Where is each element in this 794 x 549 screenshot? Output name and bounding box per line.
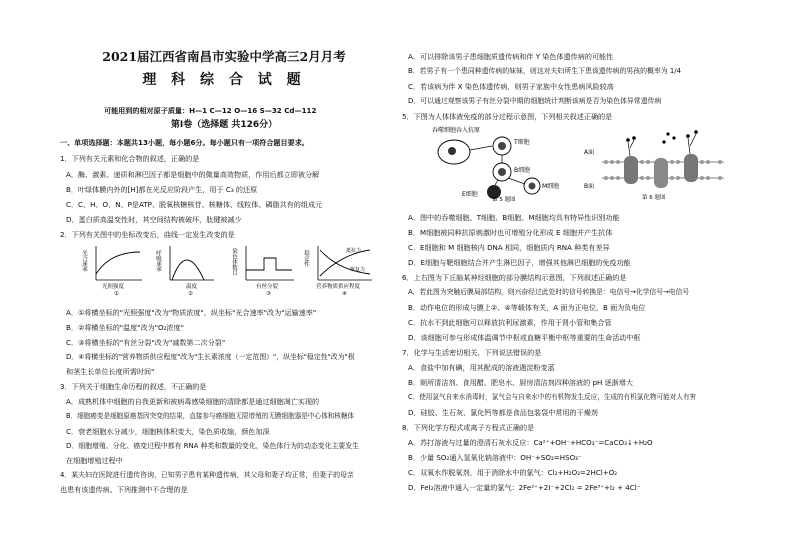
q2-stem: 2．下列有关图中的坐标改变后，曲线一定发生改变的是 bbox=[60, 230, 235, 239]
graph-1-num: ① bbox=[114, 291, 119, 297]
graph-3-num: ③ bbox=[266, 291, 271, 297]
q3-option-d-cont: 在细胞增殖过程中 bbox=[66, 456, 123, 465]
q8-stem: 8．下列化学方程式或离子方程式正确的是 bbox=[402, 423, 535, 432]
graph-1-xlabel: 光照强度 bbox=[102, 284, 125, 290]
q1-stem: 1．下列有关元素和化合物的叙述，正确的是 bbox=[60, 154, 200, 163]
q7-stem: 7．化学与生活密切相关，下列说法错误的是 bbox=[402, 348, 542, 357]
q6-option-a: A．若此图为突触后膜局部结构，则兴奋经过此处时的信号转换是：电信号→化学信号→电信号 bbox=[408, 288, 690, 296]
q4-option-c: C．若该病为伴 X 染色体遗传病，则男子家族中女性患病风险较高 bbox=[408, 82, 614, 91]
q8-option-b: B．少量 SO₂通入氢氧化钠溶液中：OH⁻+SO₂=HSO₃⁻ bbox=[408, 453, 582, 462]
q5-option-d: D．E细胞与靶细胞结合并产生淋巴因子，增强其他淋巴细胞的免疫功能 bbox=[408, 258, 631, 267]
volume-heading: 第Ⅰ卷（选择题 共126分） bbox=[170, 120, 278, 130]
q2-option-a: A．①将横坐标的"光照强度"改为"物质浓度"，纵坐标"光合速率"改为"运输速率" bbox=[66, 308, 317, 317]
q4-option-b: B．若男子有一个患同种遗传病的妹妹，则这对夫妇所生下患该遗传病的男孩的概率为 1/4 bbox=[408, 67, 681, 75]
q3-option-d: D．细胞增殖、分化、癌变过程中都有 RNA 种类和数量的变化，染色体行为的动态变化主要发生 bbox=[66, 442, 360, 450]
q2-option-d: D．④将横坐标的"营养物质供应程度"改为"生长素浓度（一定范围）"，纵坐标"稳定性"改为"根 bbox=[66, 353, 355, 361]
q2-graphs bbox=[82, 240, 382, 296]
protein-1 bbox=[624, 156, 638, 184]
q3-option-a: A．成熟机体中细胞的自我更新和被病毒感染细胞的清除都是通过细胞凋亡实现的 bbox=[66, 397, 320, 406]
graph-1-ylabel: 光合速率 bbox=[81, 250, 87, 272]
graph-3-xlabel: 有丝分裂 bbox=[256, 284, 279, 290]
q1-option-d: D．蛋白质高温变性时，其空间结构被破坏，肽键被减少 bbox=[66, 215, 242, 224]
q8-option-c: C．双氧水作脱氧剂，用于消除水中的氯气：Cl₂+H₂O₂=2HCl+O₂ bbox=[408, 468, 618, 477]
exam-title: 2021届江西省南昌市实验中学高三2月月考 bbox=[102, 49, 346, 64]
q5-option-c: C．E细胞和 M 细胞核内 DNA 相同，细胞质内 RNA 种类有差异 bbox=[408, 243, 610, 252]
graph-4-curve1: 抵抗力 bbox=[346, 248, 362, 254]
graph-2-ylabel: 呼吸速率 bbox=[155, 250, 161, 272]
q6-option-d: D．该细胞可参与形成体温调节中枢或血糖平衡中枢等重要的生命活动中枢 bbox=[408, 333, 641, 342]
q5-label-e: E细胞 bbox=[462, 191, 478, 198]
q5-option-a: A．图中的吞噬细胞、T细胞、B细胞、M细胞均具有特异性识别功能 bbox=[408, 213, 620, 222]
q5-figure bbox=[432, 124, 582, 202]
q2-option-b: B．②将横坐标的"温度"改为"O₂浓度" bbox=[66, 323, 184, 332]
q1-option-b: B．叶绿体膜内外的[H]都在光反应阶段产生，用于 C₃ 的还原 bbox=[66, 185, 258, 194]
q6-option-b: B．动作电位的形成与膜上②、④等载体有关，A 面为正电位，B 面为负电位 bbox=[408, 303, 646, 312]
q6-caption: 第 6 题图 bbox=[642, 195, 666, 201]
section-heading: 一、单项选择题：本题共13小题，每小题6分。每小题只有一项符合题目要求。 bbox=[60, 138, 309, 147]
q6-option-c: C．抗水不到此细胞可以释放抗利尿激素，作用于肾小管和集合管 bbox=[408, 318, 612, 327]
q6-label-b: B面 bbox=[584, 183, 595, 190]
q6-stem: 6．上右图为下丘脑某神经细胞的部分膜结构示意图，下列叙述正确的是 bbox=[402, 273, 627, 282]
graph-4-xlabel: 营养物质供应程度 bbox=[316, 284, 361, 290]
protein-3 bbox=[684, 154, 698, 182]
q3-option-b: B．细胞癌变是细胞原癌基因突变的结果，直接参与癌细胞无限增殖的无膜细胞器是中心体和核糖体 bbox=[66, 412, 355, 420]
q4-stem-cont: 也患有该遗传病。下列推测中不合理的是 bbox=[60, 485, 188, 494]
graph-4 bbox=[303, 246, 372, 297]
q5-label-top: 吞噬细胞吞入抗原 bbox=[432, 127, 481, 134]
q6-figure bbox=[582, 124, 732, 202]
protein-2 bbox=[654, 158, 668, 188]
q7-option-b: B．厕所清洁剂、食用醋、肥皂水、厨房清洁剂四种溶液的 pH 逐渐增大 bbox=[408, 378, 633, 387]
q4-option-a: A．可以排除该男子患细胞质遗传病和伴 Y 染色体遗传病的可能性 bbox=[408, 52, 614, 61]
graph-2 bbox=[155, 246, 214, 297]
q5-caption: 第 5 题图 bbox=[492, 197, 516, 203]
q7-option-a: A．食盐中加有碘，用其配成的溶液遇淀粉变蓝 bbox=[408, 363, 555, 372]
q5-label-b: B细胞 bbox=[514, 167, 531, 174]
q5-option-b: B．M细胞被同种抗原刺激时也可增殖分化形成 E 细胞并产生抗体 bbox=[408, 228, 613, 237]
q5-label-m: M细胞 bbox=[542, 183, 560, 190]
graph-3-ylabel: 染色体数目 bbox=[231, 248, 237, 276]
graph-3 bbox=[231, 246, 294, 297]
q8-option-a: A．苏打溶液与过量的澄清石灰水反应：Ca²⁺+OH⁻+HCO₃⁻=CaCO₃↓+H₂O bbox=[408, 438, 653, 447]
q4-option-d: D．可以通过观察该男子有丝分裂中期的细胞统计判断该病是否为染色体异常遗传病 bbox=[408, 97, 662, 105]
q5-stem: 5．下图为人体体液免疫的部分过程示意图，下列相关叙述正确的是 bbox=[402, 112, 613, 121]
graph-4-ylabel: 稳定性 bbox=[303, 250, 309, 267]
q5-label-t: T细胞 bbox=[514, 139, 530, 146]
q4-stem: 4．某夫妇在医院进行遗传咨询，已知男子患有某种遗传病，其父母和妻子均正常，但妻子的母亲 bbox=[60, 471, 354, 479]
q7-option-d: D．硅胶、生石灰、氯化钙等都是食品包装袋中常用的干燥剂 bbox=[408, 408, 598, 417]
atomic-masses-note: 可能用到的相对原子质量：H—1 C—12 O—16 S—32 Cd—112 bbox=[104, 106, 317, 115]
graph-2-xlabel: 温度 bbox=[186, 284, 198, 290]
q1-option-a: A．酶、激素、递质和淋巴因子都是细胞中的微量高效物质，作用后都立即被分解 bbox=[66, 170, 320, 179]
graph-4-curve2: 恢复力 bbox=[350, 267, 366, 273]
q2-option-c: C．③将横坐标的"有丝分裂"改为"减数第二次分裂" bbox=[66, 338, 226, 347]
q3-stem: 3．下列关于细胞生命历程的叙述，不正确的是 bbox=[60, 382, 207, 391]
graph-2-num: ② bbox=[188, 291, 193, 297]
graph-4-num: ④ bbox=[342, 291, 347, 297]
q7-option-c: C．使用氯气自来水消毒时，氯气会与自来水中的有机物发生反应，生成的有机氯化物可能对人有害 bbox=[408, 393, 697, 401]
q8-option-d: D．FeI₂溶液中通入一定量的氯气：2Fe²⁺+2I⁻+2Cl₂ = 2Fe³⁺+I₂ + 4Cl⁻ bbox=[408, 483, 641, 492]
q3-option-c: C．衰老细胞水分减少，细胞核体积变大，染色质收缩，颜色加深 bbox=[66, 427, 270, 436]
q1-option-c: C．C、H、O、N、P是ATP、脱氧核糖核苷、核糖体、线粒体、磷脂共有的组成元 bbox=[66, 200, 323, 209]
exam-subtitle: 理 科 综 合 试 题 bbox=[142, 72, 306, 88]
q6-label-a: A面 bbox=[584, 149, 595, 156]
graph-1 bbox=[81, 246, 142, 297]
q2-option-d-cont: 和茎生长单位长度所需时间" bbox=[66, 367, 155, 376]
